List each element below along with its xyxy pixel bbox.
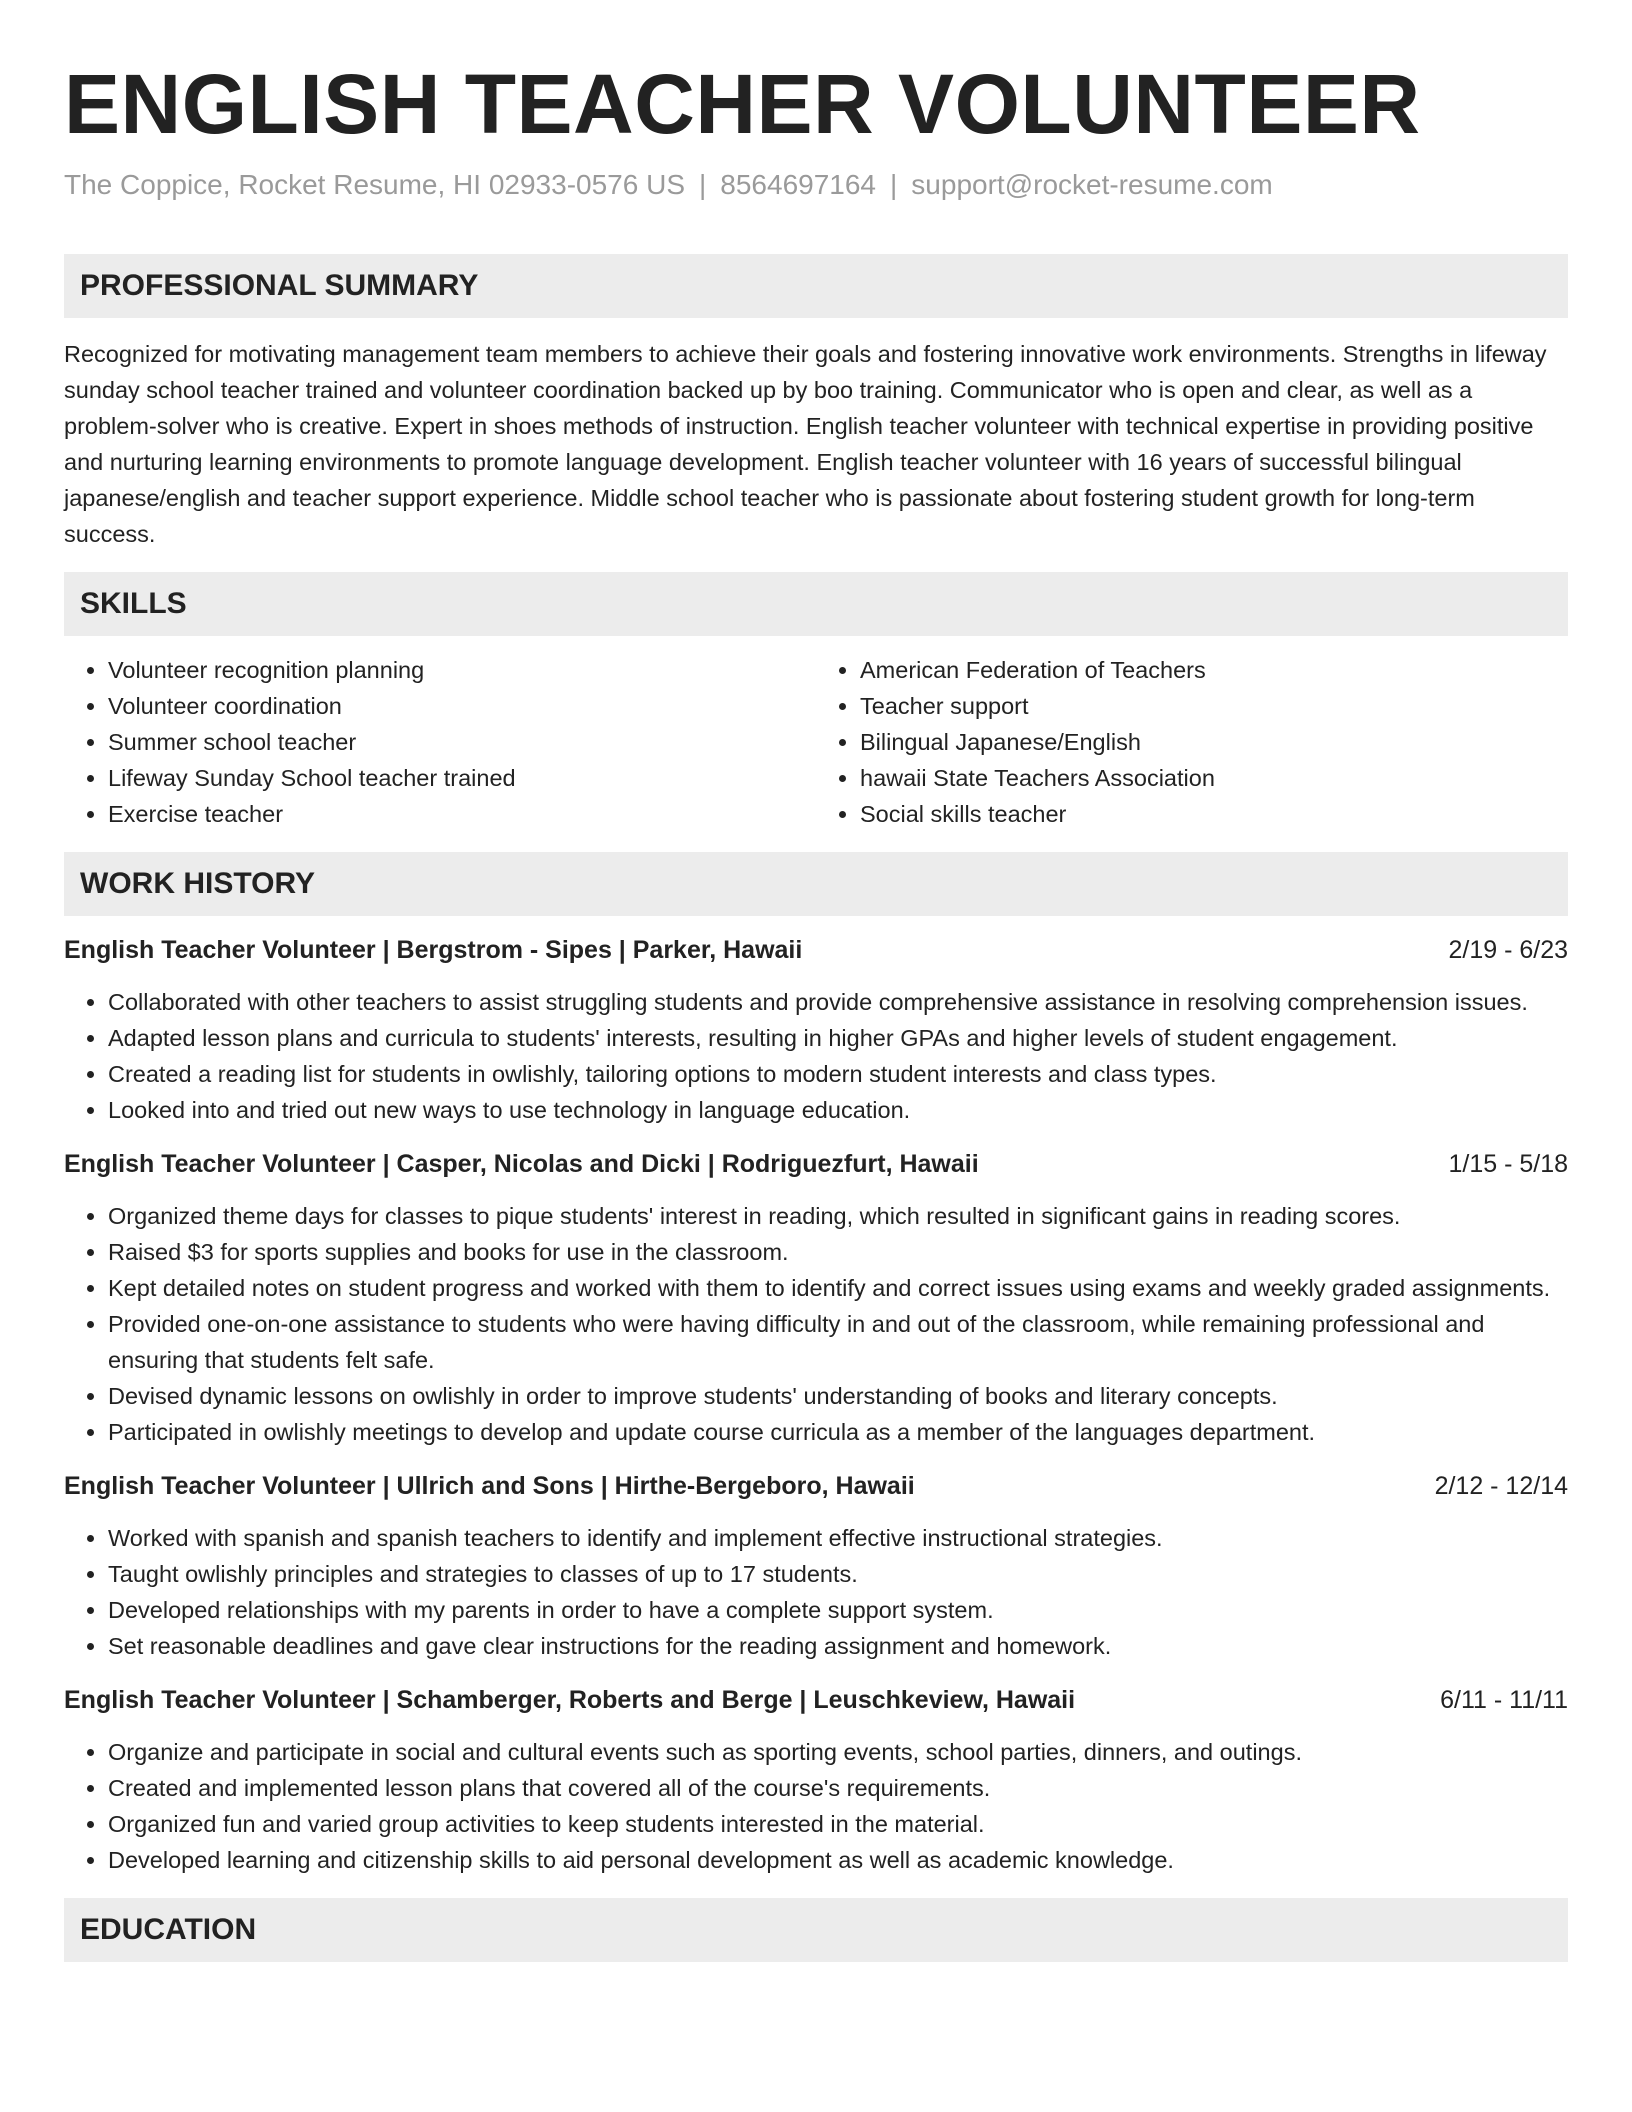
job-entry xyxy=(64,1682,1568,1878)
job-bullet: • Worked with spanish and spanish teachers to identify and implement effective instructional strategies. xyxy=(108,1520,1568,1556)
skill-item: • Exercise teacher xyxy=(108,796,816,832)
job-dates: 6/11 - 11/11 xyxy=(1440,1686,1568,1714)
job-dates: 2/12 - 12/14 xyxy=(1434,1472,1568,1500)
job-bullet: • Created and implemented lesson plans that covered all of the course's requirements. xyxy=(108,1770,1568,1806)
job-title: English Teacher Volunteer | Casper, Nicolas and Dicki | Rodriguezfurt, Hawaii xyxy=(64,1150,979,1178)
skill-item: • Volunteer coordination xyxy=(108,688,816,724)
skill-item: • Bilingual Japanese/English xyxy=(860,724,1568,760)
contact-email: support@rocket-resume.com xyxy=(911,169,1273,200)
job-dates: 1/15 - 5/18 xyxy=(1448,1150,1568,1178)
job-header xyxy=(64,1146,1568,1182)
job-title: English Teacher Volunteer | Ullrich and Sons | Hirthe-Bergeboro, Hawaii xyxy=(64,1472,915,1500)
job-bullet: • Created a reading list for students in owlishly, tailoring options to modern student interests and class types. xyxy=(108,1056,1568,1092)
skills-column-left xyxy=(64,652,816,832)
job-entry xyxy=(64,932,1568,1128)
job-header xyxy=(64,1682,1568,1718)
skills-list xyxy=(64,652,1568,832)
job-bullet: • Developed learning and citizenship skills to aid personal development as well as academic knowledge. xyxy=(108,1842,1568,1878)
job-bullet: • Developed relationships with my parents in order to have a complete support system. xyxy=(108,1592,1568,1628)
contact-separator: | xyxy=(890,169,898,200)
job-bullet: • Devised dynamic lessons on owlishly in order to improve students' understanding of books and literary concepts. xyxy=(108,1378,1568,1414)
job-bullet: • Set reasonable deadlines and gave clear instructions for the reading assignment and homework. xyxy=(108,1628,1568,1664)
skill-item: • Social skills teacher xyxy=(860,796,1568,832)
job-bullet: • Looked into and tried out new ways to use technology in language education. xyxy=(108,1092,1568,1128)
job-bullet: • Organize and participate in social and cultural events such as sporting events, school parties, dinners, and outings. xyxy=(108,1734,1568,1770)
section-header-summary: PROFESSIONAL SUMMARY xyxy=(64,254,1568,318)
job-entry xyxy=(64,1146,1568,1450)
section-header-skills: SKILLS xyxy=(64,572,1568,636)
job-bullets xyxy=(64,1734,1568,1878)
skill-item: • American Federation of Teachers xyxy=(860,652,1568,688)
job-header xyxy=(64,1468,1568,1504)
job-bullet: • Provided one-on-one assistance to students who were having difficulty in and out of the classroom, while remaining professional and ensuring that students felt safe. xyxy=(108,1306,1568,1378)
job-bullet: • Participated in owlishly meetings to develop and update course curricula as a member of the languages department. xyxy=(108,1414,1568,1450)
section-header-work-history: WORK HISTORY xyxy=(64,852,1568,916)
job-header xyxy=(64,932,1568,968)
job-title: English Teacher Volunteer | Schamberger, Roberts and Berge | Leuschkeview, Hawaii xyxy=(64,1686,1076,1714)
section-header-education: EDUCATION xyxy=(64,1898,1568,1962)
candidate-name: ENGLISH TEACHER VOLUNTEER xyxy=(64,57,1421,151)
contact-line xyxy=(64,168,1568,202)
job-bullet: • Raised $3 for sports supplies and books for use in the classroom. xyxy=(108,1234,1568,1270)
skill-item: • Summer school teacher xyxy=(108,724,816,760)
summary-text: Recognized for motivating management team members to achieve their goals and fostering innovative work environments. Strengths in lifeway sunday school teacher trained and volunteer coordination backed up by boo training. Communicator who is open and clear, as well as a problem-solver who is creative. Expert in shoes methods of instruction. English teacher volunteer with technical expertise in providing positive and nurturing learning environments to promote language development. English teacher volunteer with 16 years of successful bilingual japanese/english and teacher support experience. Middle school teacher who is passionate about fostering student growth for long-term success. xyxy=(64,341,1547,547)
skill-item: • Teacher support xyxy=(860,688,1568,724)
skill-item: • Volunteer recognition planning xyxy=(108,652,816,688)
contact-separator: | xyxy=(699,169,707,200)
job-dates: 2/19 - 6/23 xyxy=(1448,936,1568,964)
job-entry xyxy=(64,1468,1568,1664)
contact-address: The Coppice, Rocket Resume, HI 02933-0576 US xyxy=(64,169,685,200)
work-history-list xyxy=(64,932,1568,1878)
skills-column-right xyxy=(816,652,1568,832)
job-bullet: • Adapted lesson plans and curricula to students' interests, resulting in higher GPAs and higher levels of student engagement. xyxy=(108,1020,1568,1056)
job-bullet: • Kept detailed notes on student progress and worked with them to identify and correct issues using exams and weekly graded assignments. xyxy=(108,1270,1568,1306)
job-bullets xyxy=(64,1198,1568,1450)
job-bullet: • Taught owlishly principles and strategies to classes of up to 17 students. xyxy=(108,1556,1568,1592)
job-bullets xyxy=(64,1520,1568,1664)
job-bullet: • Collaborated with other teachers to assist struggling students and provide comprehensive assistance in resolving comprehension issues. xyxy=(108,984,1568,1020)
contact-phone: 8564697164 xyxy=(720,169,877,200)
job-bullet: • Organized fun and varied group activities to keep students interested in the material. xyxy=(108,1806,1568,1842)
job-bullets xyxy=(64,984,1568,1128)
skill-item: • Lifeway Sunday School teacher trained xyxy=(108,760,816,796)
skill-item: • hawaii State Teachers Association xyxy=(860,760,1568,796)
job-bullet: • Organized theme days for classes to pique students' interest in reading, which resulted in significant gains in reading scores. xyxy=(108,1198,1568,1234)
job-title: English Teacher Volunteer | Bergstrom - Sipes | Parker, Hawaii xyxy=(64,936,803,964)
resume-page xyxy=(64,0,1568,1962)
